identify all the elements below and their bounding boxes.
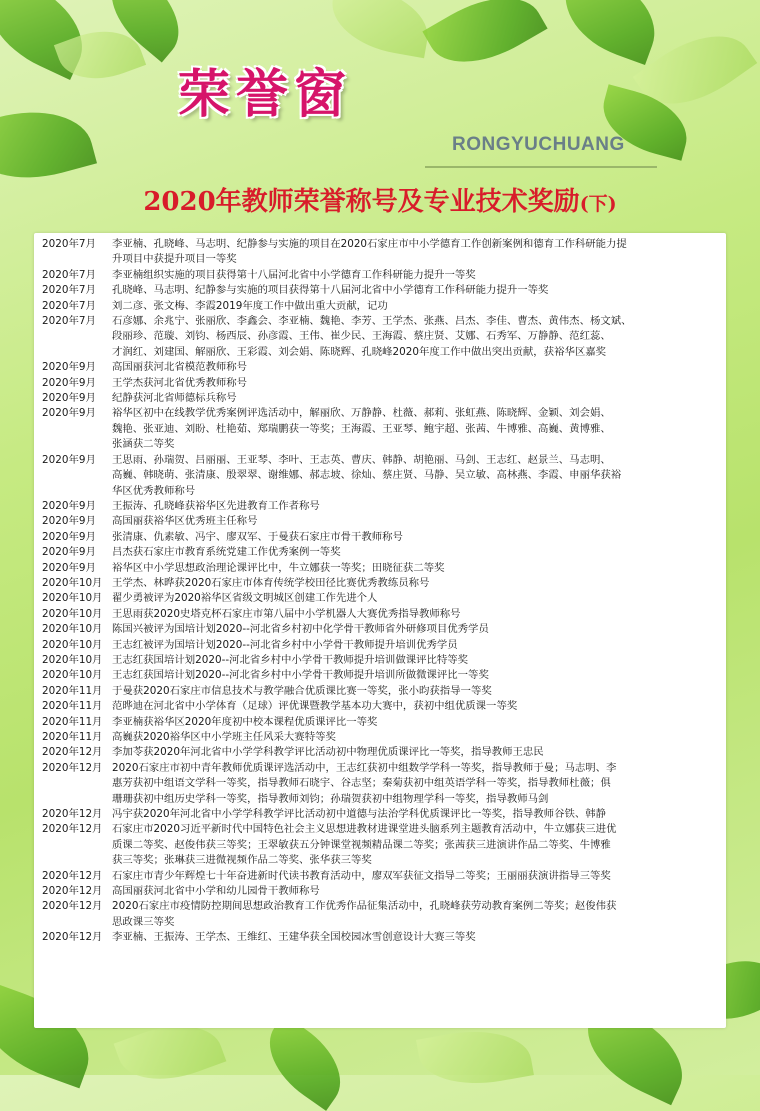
award-text: 裕华区初中在线教学优秀案例评选活动中，解丽欣、万静静、杜薇、郝莉、张虹燕、陈晓辉、金颖、刘会娟、 魏艳、张亚迪、刘盼、杜艳茹、郑瑞鹏获一等奖；王海霞、王亚琴、鲍宇超、张茜、牛博雅、高巍、黄博雅、 张涵获二等奖 [112,407,611,451]
brand-title: 荣誉窗 [178,64,353,125]
award-date: 2020年7月 [42,284,96,297]
awards-list [42,237,718,946]
award-row [42,930,718,945]
award-text: 陈国兴被评为国培计划2020--河北省乡村初中化学骨干教师省外研修项目优秀学员 [112,623,489,636]
award-date: 2020年12月 [42,746,103,759]
award-row [42,283,718,298]
award-row [42,514,718,529]
award-row [42,745,718,760]
award-text: 王学杰获河北省优秀教师称号 [112,376,248,389]
award-row [42,530,718,545]
award-date: 2020年9月 [42,499,96,512]
award-text: 张清康、仇素敏、冯宇、廖双军、于曼获石家庄市骨干教师称号 [112,530,403,543]
heading-suffix: (下) [579,193,617,215]
award-date: 2020年10月 [42,607,103,620]
award-text: 高巍获2020裕华区中小学班主任风采大赛特等奖 [112,731,336,743]
award-text: 冯宇获2020年河北省中小学学科教学评比活动初中道德与法治学科优质课评比一等奖，指导教师谷铁、韩静 [112,808,607,821]
award-text: 李亚楠、孔晓峰、马志明、纪静参与实施的项目在2020石家庄市中小学德育工作创新案例和德育工作科研能力提 升项目中获提升项目一等奖 [112,238,627,266]
award-text: 石彦娜、余兆宁、张丽欣、李鑫会、李亚楠、魏艳、李芳、王学杰、张燕、吕杰、李佳、曹杰、黄伟杰、杨文斌、 段丽珍、范璇、刘钧、杨西辰、孙彦霞、王伟、崔少民、王海霞、蔡庄贤、艾娜、石秀军、万静静、范红蕊、 才润红、刘建国、解丽欣、王彩霞、刘会娟、陈晓辉、孔晓峰2020年度工作中做出突出贡献，获裕华区嘉奖 [112,315,632,358]
award-text: 于曼获2020石家庄市信息技术与教学融合优质课比赛一等奖，张小昀获指导一等奖 [112,684,492,697]
award-date: 2020年9月 [42,407,96,420]
award-row [42,576,718,591]
award-text: 2020石家庄市疫情防控期间思想政治教育工作优秀作品征集活动中，孔晓峰获劳动教育案例二等奖；赵俊伟获 思政课三等奖 [112,900,617,928]
award-row [42,761,718,807]
award-row [42,406,718,452]
awards-panel [34,233,726,1028]
award-date: 2020年12月 [42,885,103,898]
award-row [42,869,718,884]
award-text: 李亚楠、王振涛、王学杰、王维红、王建华获全国校园冰雪创意设计大赛三等奖 [112,931,476,944]
award-text: 高国丽获河北省中小学和幼儿园骨干教师称号 [112,885,320,898]
award-row [42,561,718,576]
award-date: 2020年9月 [42,530,96,543]
award-row [42,268,718,283]
award-text: 刘二彦、张文梅、李霞2019年度工作中做出重大贡献，记功 [112,299,388,312]
award-date: 2020年7月 [42,315,96,328]
award-date: 2020年9月 [42,453,96,466]
award-text: 范晔迪在河北省中小学体育（足球）评优课暨教学基本功大赛中，获初中组优质课一等奖 [112,700,518,713]
award-row [42,360,718,375]
leaf-decoration [422,0,547,83]
award-date: 2020年7月 [42,238,96,250]
award-row [42,715,718,730]
award-text: 李亚楠获裕华区2020年度初中校本课程优质课评比一等奖 [112,715,378,728]
leaf-decoration [416,1021,534,1094]
award-row [42,622,718,637]
award-date: 2020年10月 [42,653,103,666]
leaf-decoration [252,1014,357,1111]
page-heading [0,181,760,218]
award-date: 2020年12月 [42,900,103,913]
award-row [42,499,718,514]
award-text: 王志红获国培计划2020--河北省乡村中小学骨干教师提升培训所做微课评比一等奖 [112,669,489,682]
award-row [42,545,718,560]
award-date: 2020年9月 [42,376,96,389]
award-date: 2020年12月 [42,761,103,774]
award-row [42,591,718,606]
award-row [42,453,718,499]
brand-subtitle: RONGYUCHUANG [452,134,625,155]
leaf-decoration [551,0,669,65]
award-text: 王振涛、孔晓峰获裕华区先进教育工作者称号 [112,499,320,512]
award-row [42,668,718,683]
award-date: 2020年10月 [42,669,103,682]
award-text: 孔晓峰、马志明、纪静参与实施的项目获得第十八届河北省中小学德育工作科研能力提升一等奖 [112,284,549,297]
award-date: 2020年10月 [42,592,103,605]
leaf-decoration [0,96,97,195]
award-date: 2020年7月 [42,299,96,312]
award-text: 翟少勇被评为2020裕华区省级文明城区创建工作先进个人 [112,592,378,605]
award-row [42,822,718,868]
award-text: 高国丽获裕华区优秀班主任称号 [112,515,258,528]
award-text: 李加苓获2020年河北省中小学学科教学评比活动初中物理优质课评比一等奖，指导教师王忠民 [112,746,544,759]
award-row [42,653,718,668]
award-date: 2020年9月 [42,515,96,528]
award-date: 2020年12月 [42,931,103,944]
award-text: 王志红被评为国培计划2020--河北省乡村中小学骨干教师提升培训优秀学员 [112,638,458,651]
award-text: 纪静获河北省师德标兵称号 [112,392,237,405]
award-text: 王思雨获2020史塔克杯石家庄市第八届中小学机器人大赛优秀指导教师称号 [112,607,461,620]
award-text: 石家庄市青少年辉煌七十年奋进新时代读书教育活动中，廖双军获征文指导二等奖；王丽丽获演讲指导三等奖 [112,869,611,882]
award-date: 2020年11月 [42,715,103,728]
award-row [42,884,718,899]
heading-main: 2020年教师荣誉称号及专业技术奖励 [143,187,580,217]
award-date: 2020年7月 [42,268,96,281]
award-date: 2020年11月 [42,684,103,697]
award-text: 高国丽获河北省模范教师称号 [112,361,248,374]
award-text: 2020石家庄市初中青年教师优质课评选活动中，王志红获初中组数学学科一等奖，指导教师于曼；马志明、李 惠芳获初中组语文学科一等奖，指导教师石晓宇、谷志坚；秦菊获初中组英语学科一等奖，指导教师杜薇；俱 珊珊获初中组历史学科一等奖，指导教师刘钧；孙瑞贺获初中组物理学科一等奖，指导教师马剑 [112,761,617,805]
award-date: 2020年10月 [42,576,103,589]
award-text: 王学杰、林晔获2020石家庄市体育传统学校田径比赛优秀教练员称号 [112,576,430,589]
award-row [42,391,718,406]
award-row [42,730,718,745]
award-row [42,314,718,360]
award-row [42,699,718,714]
award-text: 李亚楠组织实施的项目获得第十八届河北省中小学德育工作科研能力提升一等奖 [112,268,476,281]
award-date: 2020年10月 [42,638,103,651]
award-text: 裕华区中小学思想政治理论课评比中，牛立娜获一等奖；田晓征获二等奖 [112,561,445,574]
award-row [42,607,718,622]
award-date: 2020年11月 [42,731,103,743]
award-row [42,299,718,314]
award-row [42,807,718,822]
award-row [42,899,718,930]
award-row [42,237,718,268]
divider [425,166,657,168]
award-date: 2020年9月 [42,561,96,574]
award-text: 王志红获国培计划2020--河北省乡村中小学骨干教师提升培训做课评比特等奖 [112,653,469,666]
award-row [42,376,718,391]
award-date: 2020年12月 [42,823,103,836]
award-date: 2020年12月 [42,808,103,821]
leaf-decoration [326,0,435,58]
award-row [42,638,718,653]
award-date: 2020年11月 [42,700,103,713]
award-row [42,684,718,699]
award-text: 王思雨、孙瑞贺、吕丽丽、王亚琴、李叶、王志英、曹庆、韩静、胡艳丽、马剑、王志红、赵景兰、马志明、 高巍、韩晓萌、张清康、殷翠翠、谢维娜、郝志坡、徐灿、蔡庄贤、马静、吴立敏、高林燕、李霞、申丽华获裕 华区优秀教师称号 [112,453,622,497]
award-date: 2020年12月 [42,869,103,882]
award-date: 2020年10月 [42,623,103,636]
award-date: 2020年9月 [42,392,96,405]
award-text: 石家庄市2020习近平新时代中国特色社会主义思想进教材进课堂进头脑系列主题教育活动中，牛立娜获三进优 质课二等奖、赵俊伟获三等奖；王翠敏获五分钟课堂视频精品课二等奖；张茜获三进演讲作品二等奖、牛博雅 获三等奖；张琳获三进微视频作品二等奖、张华获三等奖 [112,823,617,867]
award-date: 2020年9月 [42,361,96,374]
award-text: 吕杰获石家庄市教育系统党建工作优秀案例一等奖 [112,546,341,559]
award-date: 2020年9月 [42,546,96,559]
